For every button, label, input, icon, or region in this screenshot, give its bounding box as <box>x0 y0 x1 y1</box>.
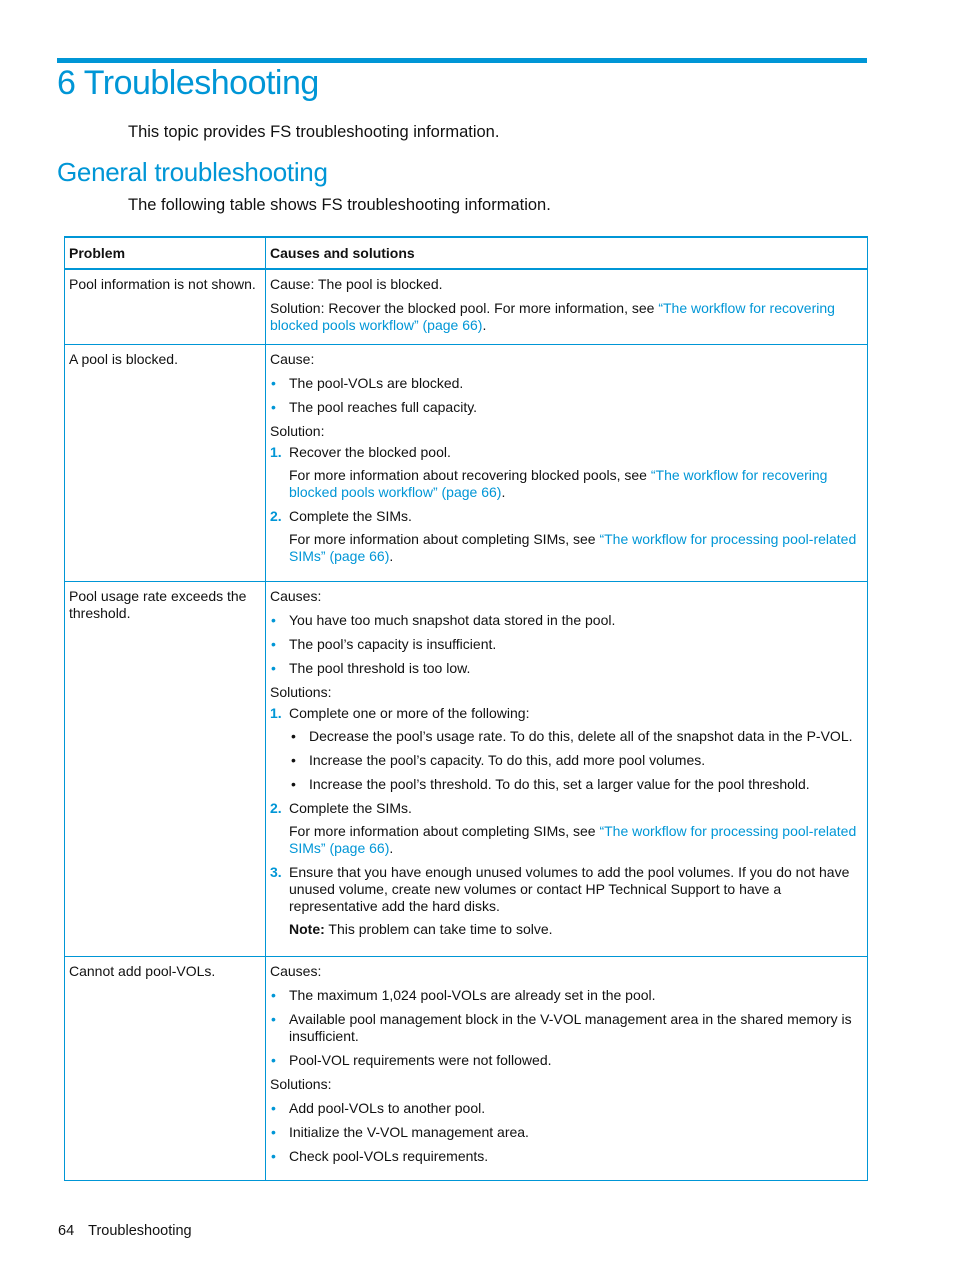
solutions-label: Solutions: <box>270 1075 332 1092</box>
step-number: 1. <box>270 704 282 721</box>
cause-item: • Available pool management block in the V-VOL management area in the shared memory is insufficient. <box>270 1011 863 1045</box>
section-title: General troubleshooting <box>57 157 328 187</box>
step-note <box>270 921 863 938</box>
step-text: Recover the blocked pool. <box>289 443 451 460</box>
cause-item: • The pool reaches full capacity. <box>270 399 863 416</box>
cause-text: Cause: The pool is blocked. <box>270 276 443 292</box>
problem-text: A pool is blocked. <box>69 350 178 367</box>
xref-link[interactable]: “The workflow for recovering blocked pools workflow” (page 66) <box>289 466 828 500</box>
causes-label: Causes: <box>270 962 322 979</box>
detail-prefix: For more information about completing SIMs, see <box>289 530 600 547</box>
problem-cell <box>65 581 266 956</box>
page-footer <box>58 1223 206 1239</box>
cause-item: • The pool’s capacity is insufficient. <box>270 636 863 653</box>
table-header-row <box>65 237 868 269</box>
solution-label: Solution: <box>270 422 325 439</box>
solution-cell <box>266 581 868 956</box>
page-number: 64 <box>58 1223 75 1239</box>
step-text: Complete the SIMs. <box>289 507 412 524</box>
sub-item: • Decrease the pool’s usage rate. To do this, delete all of the snapshot data in the P-VOL. <box>270 728 863 745</box>
sub-item: • Increase the pool’s capacity. To do this, add more pool volumes. <box>270 752 863 769</box>
solution-step <box>270 705 863 722</box>
detail-suffix: . <box>389 839 394 856</box>
cause-item: • The pool threshold is too low. <box>270 660 863 677</box>
solution-step <box>270 864 863 915</box>
detail-suffix: . <box>389 547 394 564</box>
causes-label: Causes: <box>270 587 322 604</box>
section-intro: The following table shows FS troubleshooting information. <box>128 196 551 214</box>
problem-text: Pool usage rate exceeds the threshold. <box>69 587 247 621</box>
step-detail <box>270 823 863 857</box>
solution-item: • Initialize the V-VOL management area. <box>270 1124 863 1141</box>
step-text: Complete the SIMs. <box>289 799 412 816</box>
header-causes-solutions: Causes and solutions <box>266 237 868 269</box>
step-text: Complete one or more of the following: <box>289 704 530 721</box>
problem-cell <box>65 344 266 581</box>
note-label: Note: <box>289 920 325 937</box>
chapter-intro: This topic provides FS troubleshooting information. <box>128 123 500 141</box>
solution-cell <box>266 269 868 344</box>
cause-item: • The pool-VOLs are blocked. <box>270 375 863 392</box>
detail-prefix: For more information about completing SIMs, see <box>289 822 600 839</box>
cause-item: • You have too much snapshot data stored in the pool. <box>270 612 863 629</box>
table-row <box>65 344 868 581</box>
xref-link[interactable]: “The workflow for processing pool-related SIMs” (page 66) <box>289 530 857 564</box>
chapter-rule <box>57 58 867 63</box>
solution-item: • Add pool-VOLs to another pool. <box>270 1100 863 1117</box>
note-text: This problem can take time to solve. <box>324 920 553 937</box>
solution-prefix: Solution: Recover the blocked pool. For more information, see <box>270 300 659 316</box>
problem-cell <box>65 269 266 344</box>
step-number: 1. <box>270 443 282 460</box>
problem-text: Cannot add pool-VOLs. <box>69 962 216 979</box>
table-row <box>65 581 868 956</box>
solution-suffix: . <box>482 317 487 333</box>
sub-item: • Increase the pool’s threshold. To do this, set a larger value for the pool threshold. <box>270 776 863 793</box>
step-number: 2. <box>270 507 282 524</box>
step-detail <box>270 467 863 501</box>
detail-suffix: . <box>501 483 506 500</box>
table-row <box>65 956 868 1180</box>
cause-item: • Pool-VOL requirements were not followed. <box>270 1052 863 1069</box>
cause-item: • The maximum 1,024 pool-VOLs are already set in the pool. <box>270 987 863 1004</box>
xref-link[interactable]: “The workflow for recovering blocked pools workflow” (page 66) <box>270 300 835 333</box>
solution-item: • Check pool-VOLs requirements. <box>270 1148 863 1165</box>
troubleshooting-table <box>64 236 868 1181</box>
table-row <box>65 269 868 344</box>
solution-cell <box>266 956 868 1180</box>
problem-text: Pool information is not shown. <box>69 276 256 292</box>
solution-step <box>270 508 863 525</box>
detail-prefix: For more information about recovering blocked pools, see <box>289 466 651 483</box>
step-number: 2. <box>270 799 282 816</box>
step-text: Ensure that you have enough unused volumes to add the pool volumes. If you do not have unused volume, create new volumes or contact HP Technical Support to have a representative add the hard disks. <box>289 863 850 914</box>
solution-step <box>270 800 863 817</box>
step-detail <box>270 531 863 565</box>
solution-cell <box>266 344 868 581</box>
solution-step <box>270 444 863 461</box>
header-problem: Problem <box>65 237 266 269</box>
footer-section: Troubleshooting <box>88 1223 192 1239</box>
step-number: 3. <box>270 863 282 880</box>
cause-label: Cause: <box>270 350 315 367</box>
solutions-label: Solutions: <box>270 683 332 700</box>
chapter-title: 6 Troubleshooting <box>57 64 319 102</box>
problem-cell <box>65 956 266 1180</box>
solution-text <box>270 300 863 334</box>
xref-link[interactable]: “The workflow for processing pool-related SIMs” (page 66) <box>289 822 857 856</box>
